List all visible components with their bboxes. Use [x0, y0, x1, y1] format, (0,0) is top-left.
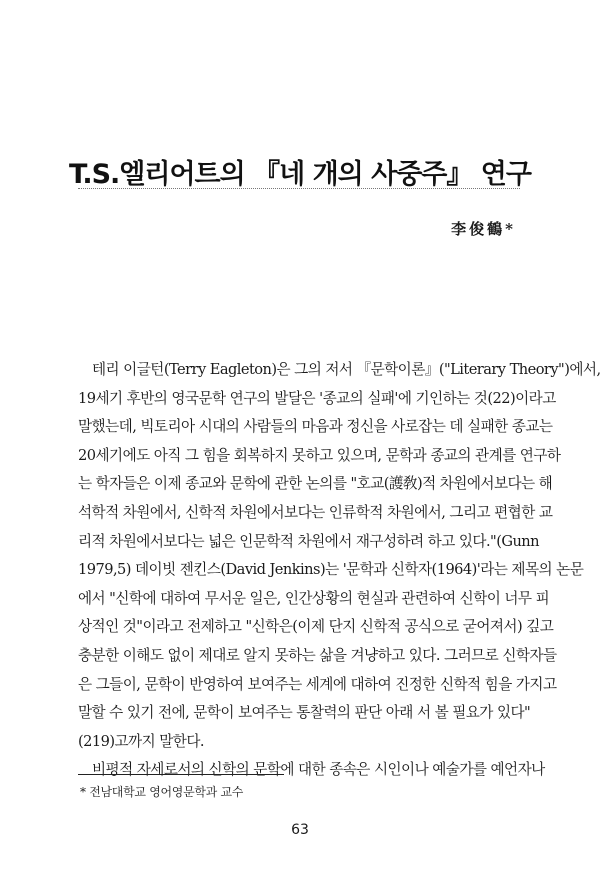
text-line: 에서 "신학에 대하여 무서운 일은, 인간상황의 현실과 관련하여 신학이 너무 피 — [78, 589, 550, 607]
text-line: 테리 이글턴(Terry Eagleton)은 그의 저서 『문학이론』("Literary Theory")에서, — [92, 361, 601, 378]
author-name: 李俊鶴* — [451, 220, 516, 238]
footnote-divider — [78, 774, 284, 775]
text-line: 석학적 차원에서, 신학적 차원에서보다는 인류학적 차원에서, 그리고 편협한 교 — [78, 503, 553, 521]
text-line: 19세기 후반의 영국문학 연구의 발달은 '종교의 실패'에 기인하는 것(22)이라고 — [78, 389, 556, 407]
text-line: 20세기에도 아직 그 힘을 회복하지 못하고 있으며, 문학과 종교의 관계를 연구하 — [78, 446, 561, 464]
text-line: (219)고까지 말한다. — [78, 732, 204, 750]
text-line: 말할 수 있기 전에, 문학이 보여주는 통찰력의 판단 아래 서 볼 필요가 있다" — [78, 704, 531, 722]
body-text — [78, 356, 601, 785]
footnote: * 전남대학교 영어영문학과 교수 — [80, 785, 244, 799]
text-line: 1979,5) 데이빗 젠킨스(David Jenkins)는 '문학과 신학자(1964)'라는 제목의 논문 — [78, 561, 584, 579]
text-line: 상적인 것"이라고 전제하고 "신학은(이제 단지 신학적 공식으로 굳어져서) 깊고 — [78, 618, 554, 636]
text-line: 충분한 이해도 없이 제대로 알지 못하는 삶을 겨냥하고 있다. 그러므로 신학자들 — [78, 646, 557, 664]
text-line: 비평적 자세로서의 신학의 문학에 대한 종속은 시인이나 예술가를 예언자나 — [92, 761, 545, 779]
paragraph — [78, 356, 601, 756]
page-title: T.S.엘리어트의 『네 개의 사중주』 연구 — [69, 159, 531, 190]
text-line: 리적 차원에서보다는 넓은 인문학적 차원에서 재구성하려 하고 있다."(Gunn — [78, 532, 540, 550]
paragraph — [78, 756, 545, 785]
text-line: 말했는데, 빅토리아 시대의 사람들의 마음과 정신을 사로잡는 데 실패한 종교는 — [78, 418, 553, 436]
title-divider — [78, 188, 520, 189]
page-number: 63 — [291, 822, 309, 838]
text-line: 는 학자들은 이제 종교와 문학에 관한 논의를 "호교(護敎)적 차원에서보다는 해 — [78, 475, 553, 493]
text-line: 은 그들이, 문학이 반영하여 보여주는 세계에 대하여 진정한 신학적 힘을 가지고 — [78, 675, 557, 693]
